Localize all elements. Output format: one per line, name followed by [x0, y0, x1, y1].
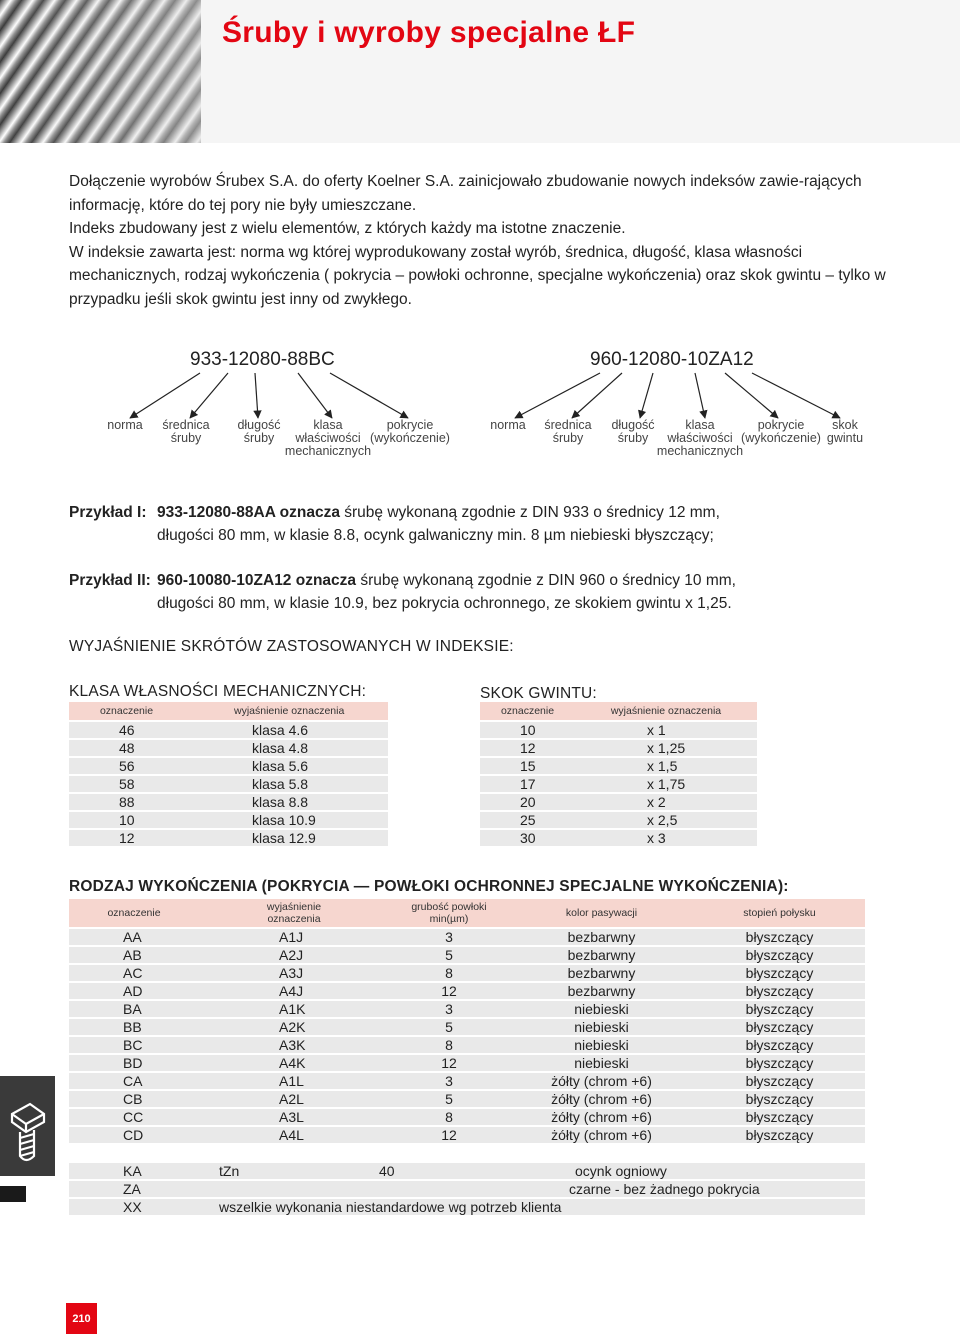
table-row [69, 722, 388, 738]
table-cell: wszelkie wykonania niestandardowe wg potrzeb klienta [173, 1199, 865, 1215]
page-title: Śruby i wyroby specjalne ŁF [222, 16, 636, 49]
arrow [130, 373, 200, 418]
table-cell: błyszczący [694, 983, 865, 999]
table-row [69, 1127, 865, 1143]
table-cell: bezbarwny [509, 929, 694, 945]
table-row [69, 794, 388, 810]
skok-heading: SKOK GWINTU: [480, 685, 597, 702]
table-cell: błyszczący [694, 1127, 865, 1143]
table-cell: 88 [69, 794, 184, 810]
table-cell: żółty (chrom +6) [509, 1109, 694, 1125]
column-header: kolor pasywacji [509, 899, 694, 927]
table-cell: żółty (chrom +6) [509, 1091, 694, 1107]
column-header: stopień połysku [694, 899, 865, 927]
example-1 [69, 501, 720, 547]
table-cell: żółty (chrom +6) [509, 1127, 694, 1143]
table-cell: AC [69, 965, 199, 981]
example-text: długości 80 mm, w klasie 10.9, bez pokrycia ochronnego, ze skokiem gwintu x 1,25. [157, 595, 732, 612]
table-cell: czarne - bez żadnego pokrycia [459, 1181, 865, 1197]
rodzaj-extra-table [69, 1161, 865, 1217]
skok-table [480, 700, 757, 848]
table-cell: niebieski [509, 1001, 694, 1017]
column-header: wyjaśnienie oznaczenia [184, 702, 388, 720]
example-code: 960-10080-10ZA12 oznacza [157, 572, 357, 589]
rodzaj-heading: RODZAJ WYKOŃCZENIA (POKRYCIA — POWŁOKI OCHRONNEJ SPECJALNE WYKOŃCZENIA): [69, 878, 789, 895]
column-header: wyjaśnienie oznaczenia [575, 702, 757, 720]
table-cell: błyszczący [694, 1055, 865, 1071]
table-cell: błyszczący [694, 1091, 865, 1107]
table-cell: A2K [199, 1019, 389, 1035]
table-cell: niebieski [509, 1037, 694, 1053]
table-cell: CB [69, 1091, 199, 1107]
table-cell: AD [69, 983, 199, 999]
index-diagram [0, 340, 960, 480]
diagram-label: klasa właściwości mechanicznych [656, 418, 744, 458]
arrow [695, 373, 705, 418]
table-header-row [69, 899, 865, 927]
table-row [69, 947, 865, 963]
table-cell: 8 [389, 1037, 509, 1053]
table-cell: ocynk ogniowy [459, 1163, 865, 1179]
table-cell: ZA [69, 1181, 173, 1197]
table-cell: błyszczący [694, 1037, 865, 1053]
table-row [480, 758, 757, 774]
example-text: śrubę wykonaną zgodnie z DIN 960 o średnicy 10 mm, [356, 572, 736, 589]
intro-paragraph: Dołączenie wyrobów Śrubex S.A. do oferty Koelner S.A. zainicjowało zbudowanie nowych indeksów zawie-rających informację, które do tej pory nie były umieszczane. [69, 173, 862, 214]
table-row [69, 1073, 865, 1089]
arrow [640, 373, 653, 418]
table-cell: CC [69, 1109, 199, 1125]
diagram-label: norma [490, 418, 526, 432]
diagram-label: pokrycie (wykończenie) [370, 418, 450, 445]
table-cell: A1L [199, 1073, 389, 1089]
bolt-icon-graphic [0, 1076, 55, 1176]
table-cell: tZn [173, 1163, 379, 1179]
column-header: oznaczenie [480, 702, 575, 720]
table-row [69, 1037, 865, 1053]
diagram-label: norma [107, 418, 143, 432]
arrow [572, 373, 622, 418]
klasa-heading: KLASA WŁASNOŚCI MECHANICZNYCH: [69, 683, 367, 700]
table-cell: x 3 [575, 830, 757, 846]
example-text: długości 80 mm, w klasie 8.8, ocynk galwaniczny min. 8 µm niebieski błyszczący; [157, 527, 714, 544]
table-cell: niebieski [509, 1019, 694, 1035]
index-code-right: 960-12080-10ZA12 [590, 349, 754, 370]
table-cell: żółty (chrom +6) [509, 1073, 694, 1089]
table-cell: XX [69, 1199, 173, 1215]
table-cell: x 1,5 [575, 758, 757, 774]
column-header: grubość powłoki min(µm) [389, 899, 509, 927]
table-row [69, 1163, 865, 1179]
diagram-label: klasa właściwości mechanicznych [284, 418, 372, 458]
table-cell: błyszczący [694, 1109, 865, 1125]
table-row [69, 776, 388, 792]
table-cell: 46 [69, 722, 184, 738]
table-cell: A2L [199, 1091, 389, 1107]
table-header-row [69, 702, 388, 720]
table-cell: bezbarwny [509, 983, 694, 999]
column-header: wyjaśnienie oznaczenia [199, 899, 389, 927]
abbrev-heading: WYJAŚNIENIE SKRÓTÓW ZASTOSOWANYCH W INDEKSIE: [69, 638, 514, 655]
table-row [480, 776, 757, 792]
table-cell: KA [69, 1163, 173, 1179]
example-label: Przykład I: [69, 504, 147, 521]
table-cell: 10 [480, 722, 575, 738]
table-row [69, 1001, 865, 1017]
table-row [69, 965, 865, 981]
table-cell: klasa 10.9 [184, 812, 388, 828]
index-code-left: 933-12080-88BC [190, 349, 335, 370]
threaded-rod-photo [0, 0, 201, 143]
diagram-label: skok gwintu [826, 418, 864, 445]
table-cell: błyszczący [694, 965, 865, 981]
table-cell: 5 [389, 1019, 509, 1035]
example-text: śrubę wykonaną zgodnie z DIN 933 o średnicy 12 mm, [339, 504, 720, 521]
arrow [190, 373, 228, 418]
table-cell: 3 [389, 929, 509, 945]
intro-paragraph: W indeksie zawarta jest: norma wg której wyprodukowany został wyrób, średnica, długość, klasa własności mechanicznych, rodzaj wykończenia ( pokrycia – powłoki ochronne, specjalne wykończenia) oraz skok gwintu – tylko w przypadku jeśli skok gwintu jest inny od zwykłego. [69, 243, 886, 308]
example-code: 933-12080-88AA oznacza [157, 504, 340, 521]
table-row [69, 740, 388, 756]
intro-text [69, 170, 889, 311]
arrow [255, 373, 258, 418]
table-cell: 58 [69, 776, 184, 792]
table-cell [379, 1181, 459, 1197]
diagram-label: średnica śruby [544, 418, 592, 445]
diagram-label: średnica śruby [162, 418, 210, 445]
table-cell: 25 [480, 812, 575, 828]
klasa-table-body [69, 722, 388, 846]
diagram-label: pokrycie (wykończenie) [741, 418, 821, 445]
table-cell: 15 [480, 758, 575, 774]
table-cell: A4J [199, 983, 389, 999]
table-cell: AA [69, 929, 199, 945]
bolt-icon [0, 1076, 55, 1176]
table-cell: 40 [379, 1163, 459, 1179]
arrow [330, 373, 408, 418]
table-row [480, 722, 757, 738]
table-cell: 12 [480, 740, 575, 756]
table-cell: x 1 [575, 722, 757, 738]
table-cell: bezbarwny [509, 965, 694, 981]
table-row [480, 740, 757, 756]
arrow [752, 373, 840, 418]
table-cell: 5 [389, 1091, 509, 1107]
table-row [69, 830, 388, 846]
table-cell: błyszczący [694, 947, 865, 963]
skok-table-body [480, 722, 757, 846]
table-cell: 12 [389, 1127, 509, 1143]
diagram-label: długość śruby [237, 418, 281, 445]
table-cell: 12 [389, 1055, 509, 1071]
side-marker [0, 1186, 26, 1202]
table-cell: 8 [389, 1109, 509, 1125]
table-row [69, 1091, 865, 1107]
table-header-row [480, 702, 757, 720]
table-row [69, 929, 865, 945]
table-cell: klasa 4.6 [184, 722, 388, 738]
table-cell: 3 [389, 1001, 509, 1017]
table-cell: klasa 5.6 [184, 758, 388, 774]
table-cell: A4K [199, 1055, 389, 1071]
table-cell: CA [69, 1073, 199, 1089]
table-row [69, 983, 865, 999]
table-row [480, 830, 757, 846]
table-cell: 12 [69, 830, 184, 846]
table-cell: 56 [69, 758, 184, 774]
table-cell: AB [69, 947, 199, 963]
table-row [69, 1181, 865, 1197]
table-cell: 5 [389, 947, 509, 963]
table-cell: A1J [199, 929, 389, 945]
table-cell [173, 1181, 379, 1197]
table-row [480, 812, 757, 828]
table-row [69, 1019, 865, 1035]
example-label: Przykład II: [69, 572, 151, 589]
table-cell: BA [69, 1001, 199, 1017]
table-cell: A3L [199, 1109, 389, 1125]
table-cell: A4L [199, 1127, 389, 1143]
table-cell: BD [69, 1055, 199, 1071]
arrow [298, 373, 332, 418]
table-cell: 48 [69, 740, 184, 756]
table-row [69, 1199, 865, 1215]
klasa-table [69, 700, 388, 848]
table-cell: klasa 5.8 [184, 776, 388, 792]
table-cell: 12 [389, 983, 509, 999]
table-cell: 17 [480, 776, 575, 792]
table-cell: klasa 8.8 [184, 794, 388, 810]
table-cell: bezbarwny [509, 947, 694, 963]
arrow [515, 373, 600, 418]
table-cell: CD [69, 1127, 199, 1143]
example-2 [69, 569, 736, 615]
table-cell: niebieski [509, 1055, 694, 1071]
table-row [69, 1055, 865, 1071]
table-cell: BB [69, 1019, 199, 1035]
table-cell: x 2,5 [575, 812, 757, 828]
arrow [725, 373, 778, 418]
table-cell: klasa 4.8 [184, 740, 388, 756]
table-row [69, 812, 388, 828]
table-cell: błyszczący [694, 1073, 865, 1089]
intro-paragraph: Indeks zbudowany jest z wielu elementów, z których każdy ma istotne znaczenie. [69, 220, 626, 237]
table-row [69, 758, 388, 774]
table-cell: 30 [480, 830, 575, 846]
table-cell: BC [69, 1037, 199, 1053]
table-cell: klasa 12.9 [184, 830, 388, 846]
table-cell: x 1,25 [575, 740, 757, 756]
table-cell: A1K [199, 1001, 389, 1017]
diagram-arrows [0, 340, 960, 430]
table-cell: błyszczący [694, 929, 865, 945]
header-banner [0, 0, 960, 143]
table-cell: A3K [199, 1037, 389, 1053]
table-cell: 3 [389, 1073, 509, 1089]
table-row [69, 1109, 865, 1125]
column-header: oznaczenie [69, 899, 199, 927]
table-cell: A2J [199, 947, 389, 963]
table-cell: błyszczący [694, 1001, 865, 1017]
page-number: 210 [66, 1303, 97, 1334]
diagram-label: długość śruby [611, 418, 655, 445]
rodzaj-table [69, 897, 865, 1145]
table-cell: 20 [480, 794, 575, 810]
table-cell: x 1,75 [575, 776, 757, 792]
table-cell: błyszczący [694, 1019, 865, 1035]
table-cell: A3J [199, 965, 389, 981]
table-cell: 8 [389, 965, 509, 981]
table-cell: 10 [69, 812, 184, 828]
table-row [480, 794, 757, 810]
column-header: oznaczenie [69, 702, 184, 720]
rodzaj-table-body [69, 929, 865, 1143]
table-cell: x 2 [575, 794, 757, 810]
